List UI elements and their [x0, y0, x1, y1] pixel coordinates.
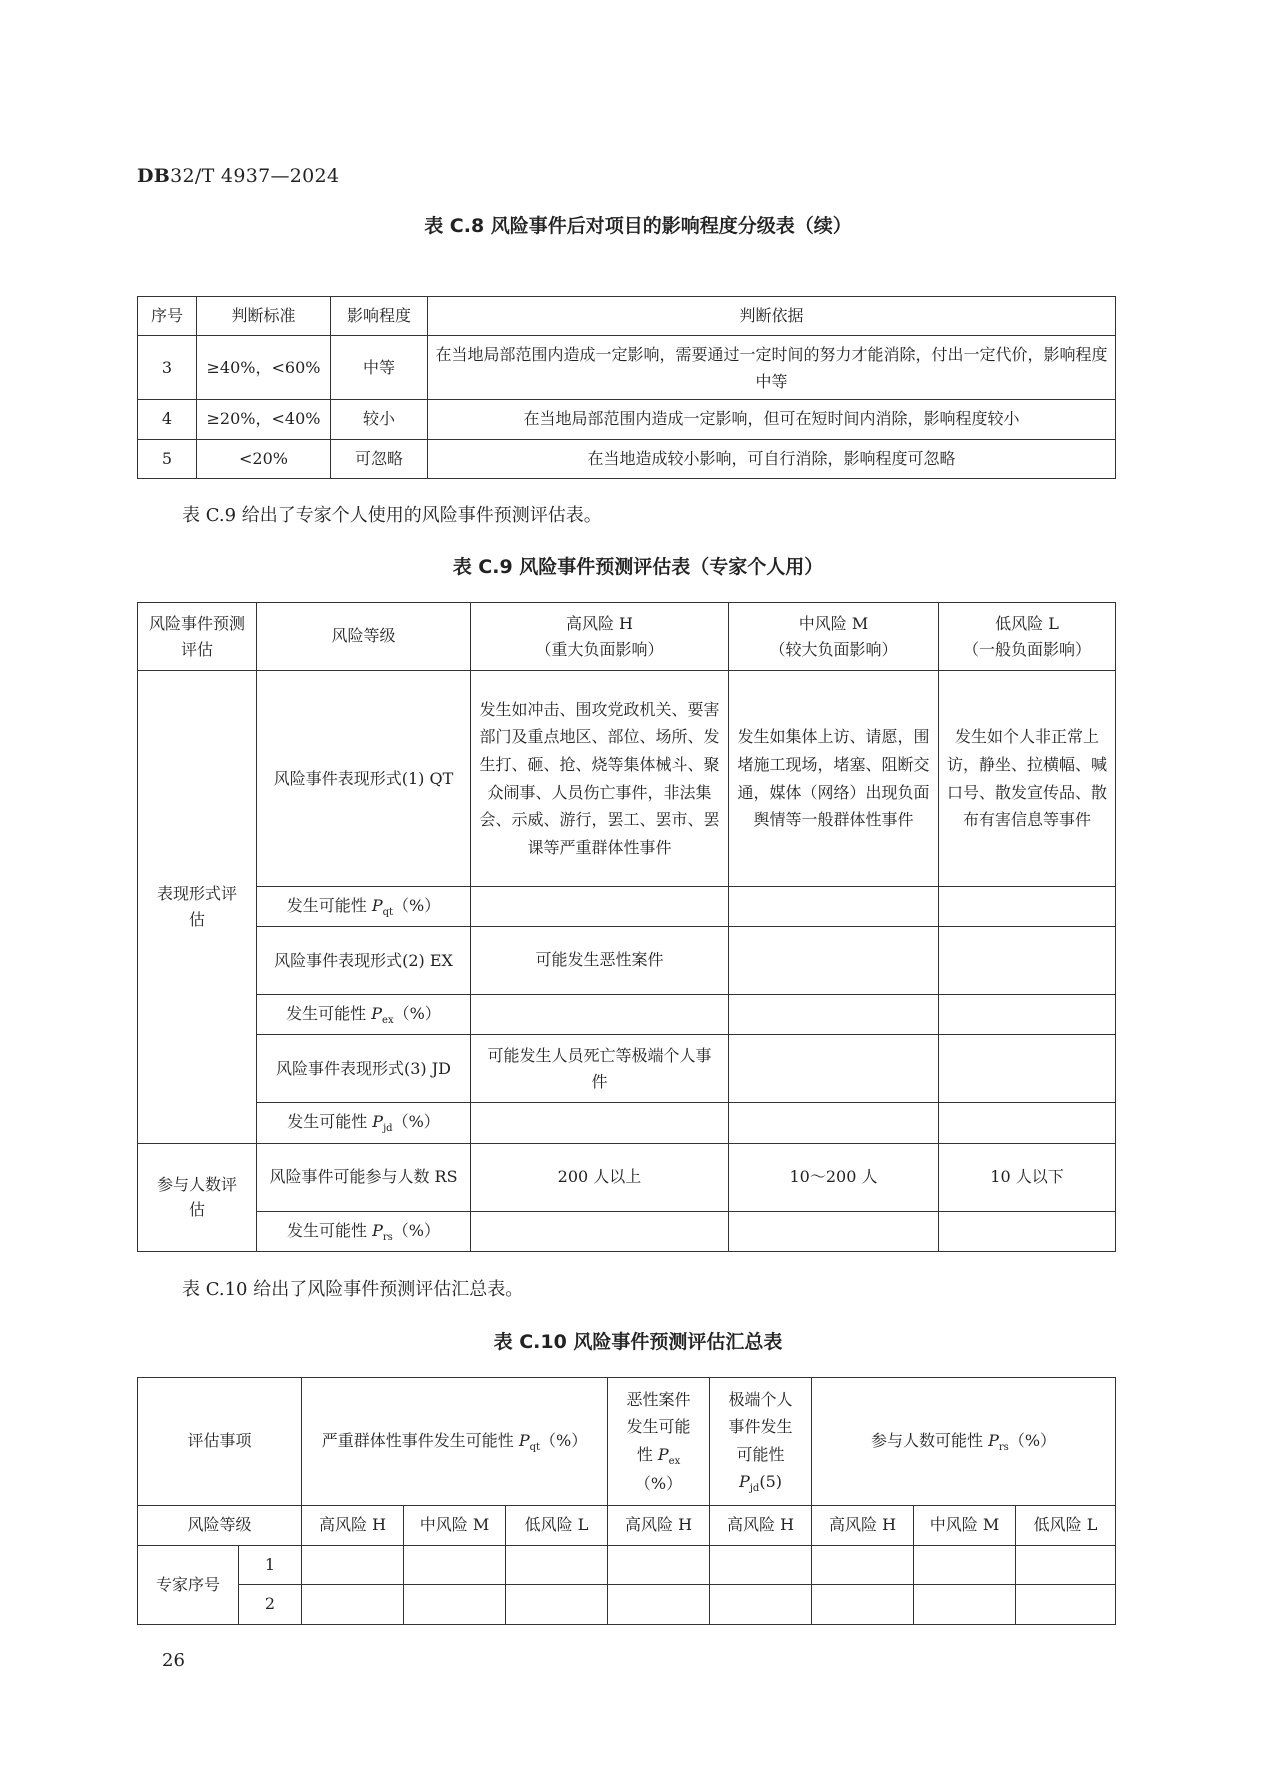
header-jd-prob: 极端个人事件发生可能性 $P_{jd}(5)$: [710, 1378, 812, 1506]
standard-code: DB32/T 4937—2024: [137, 165, 340, 187]
header-mid: 中风险 M （较大负面影响）: [729, 603, 939, 671]
empty-cell: [710, 1585, 812, 1624]
table-c8: [137, 296, 1116, 479]
table-c10: [137, 1377, 1116, 1625]
rs-label: 风险事件可能参与人数 RS: [257, 1143, 471, 1211]
qt-label: 风险事件表现形式(1) QT: [257, 671, 471, 887]
header-high: 高风险 H （重大负面影响）: [471, 603, 729, 671]
level-mid: 中风险 M: [914, 1506, 1016, 1546]
table-row: [138, 1546, 1116, 1585]
header-rs-prob: 参与人数可能性 $P_{rs}(\%)$: [812, 1378, 1116, 1506]
cell-no: 3: [138, 336, 197, 400]
empty-cell: [404, 1585, 506, 1624]
header-no: 序号: [138, 297, 197, 336]
empty-cell: [939, 887, 1116, 927]
table-row: [138, 995, 1116, 1035]
table-row: [138, 439, 1116, 478]
empty-cell: [914, 1546, 1016, 1585]
header-item: 评估事项: [138, 1378, 302, 1506]
level-high: 高风险 H: [302, 1506, 404, 1546]
empty-cell: [939, 1211, 1116, 1251]
table-row: [138, 603, 1116, 671]
table-row: [138, 671, 1116, 887]
empty-cell: [302, 1585, 404, 1624]
empty-cell: [506, 1585, 608, 1624]
empty-cell: [608, 1546, 710, 1585]
p-rs-label: 发生可能性 $P_{rs}(\%)$: [257, 1211, 471, 1251]
table-row: [138, 1143, 1116, 1211]
table-c10-caption: 表 C.10 风险事件预测评估汇总表: [493, 1331, 783, 1353]
p-ex-label: 发生可能性 $P_{ex}(\%)$: [257, 995, 471, 1035]
level-high: 高风险 H: [608, 1506, 710, 1546]
empty-cell: [471, 995, 729, 1035]
empty-cell: [710, 1546, 812, 1585]
empty-cell: [729, 1103, 939, 1143]
qt-low: 发生如个人非正常上访，静坐、拉横幅、喊口号、散发宣传品、散布有害信息等事件: [939, 671, 1116, 887]
table-row: [138, 1506, 1116, 1546]
header-low: 低风险 L （一般负面影响）: [939, 603, 1116, 671]
p-qt-label: 发生可能性 $P_{qt}(\%)$: [257, 887, 471, 927]
cell-degree: 可忽略: [331, 439, 428, 478]
cell-basis: 在当地造成较小影响，可自行消除，影响程度可忽略: [428, 439, 1116, 478]
empty-cell: [812, 1546, 914, 1585]
cell-criterion: ≥40%，<60%: [197, 336, 331, 400]
rs-mid: 10～200 人: [729, 1143, 939, 1211]
header-criterion: 判断标准: [197, 297, 331, 336]
expert-number: 1: [239, 1546, 302, 1585]
empty-cell: [939, 1103, 1116, 1143]
level-high: 高风险 H: [812, 1506, 914, 1546]
level-high: 高风险 H: [710, 1506, 812, 1546]
empty-cell: [404, 1546, 506, 1585]
cell-no: 4: [138, 400, 197, 439]
empty-cell: [1016, 1546, 1116, 1585]
cell-degree: 较小: [331, 400, 428, 439]
header-degree: 影响程度: [331, 297, 428, 336]
empty-cell: [939, 927, 1116, 995]
empty-cell: [471, 887, 729, 927]
cell-criterion: ≥20%，<40%: [197, 400, 331, 439]
paragraph-c9-intro: 表 C.9 给出了专家个人使用的风险事件预测评估表。: [182, 505, 602, 526]
table-row: [138, 336, 1116, 400]
cell-criterion: <20%: [197, 439, 331, 478]
paragraph-c10-intro: 表 C.10 给出了风险事件预测评估汇总表。: [182, 1279, 524, 1300]
empty-cell: [729, 927, 939, 995]
empty-cell: [812, 1585, 914, 1624]
cell-basis: 在当地局部范围内造成一定影响，但可在短时间内消除，影响程度较小: [428, 400, 1116, 439]
expert-label: 专家序号: [138, 1546, 239, 1625]
table-row: [138, 1378, 1116, 1506]
p-jd-label: 发生可能性 $P_{jd}(\%)$: [257, 1103, 471, 1143]
cell-no: 5: [138, 439, 197, 478]
empty-cell: [506, 1546, 608, 1585]
table-row: [138, 1035, 1116, 1103]
header-basis: 判断依据: [428, 297, 1116, 336]
table-row: [138, 887, 1116, 927]
table-row: [138, 927, 1116, 995]
rs-high: 200 人以上: [471, 1143, 729, 1211]
row-level-label: 风险等级: [138, 1506, 302, 1546]
empty-cell: [608, 1585, 710, 1624]
expert-number: 2: [239, 1585, 302, 1624]
empty-cell: [471, 1103, 729, 1143]
table-row: [138, 400, 1116, 439]
rs-low: 10 人以下: [939, 1143, 1116, 1211]
empty-cell: [729, 995, 939, 1035]
table-row: [138, 1211, 1116, 1251]
qt-high: 发生如冲击、围攻党政机关、要害部门及重点地区、部位、场所、发生打、砸、抢、烧等集体械斗、聚众闹事、人员伤亡事件，非法集会、示威、游行，罢工、罢市、罢课等严重群体性事件: [471, 671, 729, 887]
empty-cell: [939, 1035, 1116, 1103]
level-low: 低风险 L: [1016, 1506, 1116, 1546]
jd-label: 风险事件表现形式(3) JD: [257, 1035, 471, 1103]
table-c9: [137, 602, 1116, 1252]
table-c9-caption: 表 C.9 风险事件预测评估表（专家个人用）: [452, 556, 824, 578]
empty-cell: [1016, 1585, 1116, 1624]
ex-high: 可能发生恶性案件: [471, 927, 729, 995]
header-eval: 风险事件预测评估: [138, 603, 257, 671]
empty-cell: [729, 1211, 939, 1251]
group-form-eval: 表现形式评估: [138, 671, 257, 1144]
empty-cell: [914, 1585, 1016, 1624]
group-participants-eval: 参与人数评估: [138, 1143, 257, 1251]
level-mid: 中风险 M: [404, 1506, 506, 1546]
jd-high: 可能发生人员死亡等极端个人事件: [471, 1035, 729, 1103]
empty-cell: [471, 1211, 729, 1251]
qt-mid: 发生如集体上访、请愿，围堵施工现场，堵塞、阻断交通，媒体（网络）出现负面舆情等一般群体性事件: [729, 671, 939, 887]
empty-cell: [729, 887, 939, 927]
level-low: 低风险 L: [506, 1506, 608, 1546]
empty-cell: [729, 1035, 939, 1103]
cell-basis: 在当地局部范围内造成一定影响，需要通过一定时间的努力才能消除，付出一定代价，影响程度中等: [428, 336, 1116, 400]
header-qt-prob: 严重群体性事件发生可能性 $P_{qt}(\%)$: [302, 1378, 608, 1506]
empty-cell: [302, 1546, 404, 1585]
header-level: 风险等级: [257, 603, 471, 671]
table-row: [138, 1103, 1116, 1143]
header-ex-prob: 恶性案件发生可能性 $P_{ex}(\%)$: [608, 1378, 710, 1506]
ex-label: 风险事件表现形式(2) EX: [257, 927, 471, 995]
empty-cell: [939, 995, 1116, 1035]
table-row: [138, 297, 1116, 336]
page-number: 26: [162, 1650, 185, 1671]
table-row: [138, 1585, 1116, 1624]
table-c8-caption: 表 C.8 风险事件后对项目的影响程度分级表（续）: [424, 215, 852, 237]
cell-degree: 中等: [331, 336, 428, 400]
